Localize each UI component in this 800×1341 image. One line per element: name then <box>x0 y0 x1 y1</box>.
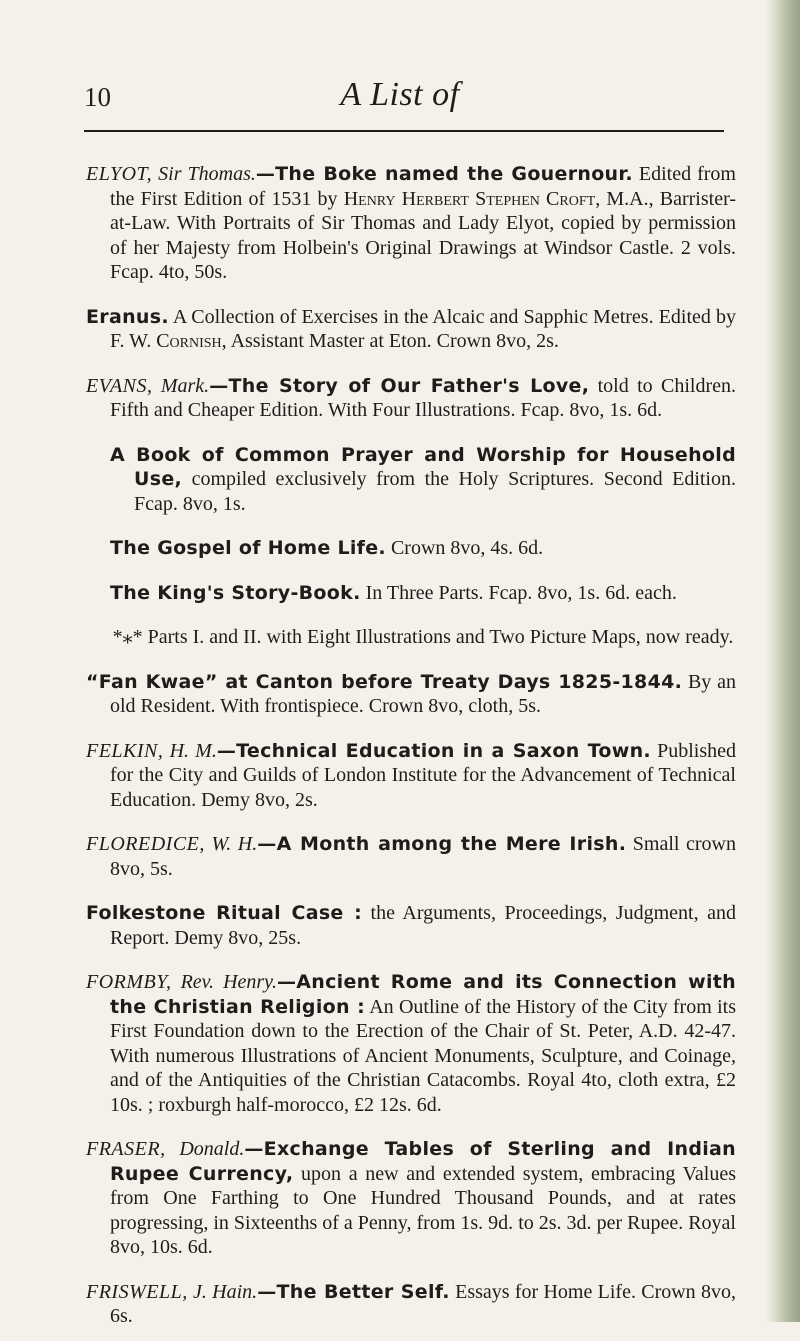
list-item: Eranus. A Collection of Exercises in the Alcaic and Sapphic Metres. Edited by F. W. Cornish, Assistant Master at Eton. Crown 8vo, 2s. <box>86 305 736 352</box>
running-head: A List of <box>340 76 460 113</box>
list-note: *⁎* Parts I. and II. with Eight Illustrations and Two Picture Maps, now ready. <box>112 626 734 648</box>
list-item: ELYOT, Sir Thomas.—The Boke named the Gouernour. Edited from the First Edition of 1531 by Henry Herbert Stephen Croft, M.A., Barrister-at-Law. With Portraits of Sir Thomas and Lady Elyot, copied by permission of her Majesty from Holbein's Original Drawings at Windsor Castle. 2 vols. Fcap. 4to, 50s. <box>86 163 736 283</box>
list-item: The King's Story-Book. In Three Parts. Fcap. 8vo, 1s. 6d. each. <box>110 581 677 604</box>
list-item: Folkestone Ritual Case : the Arguments, Proceedings, Judgment, and Report. Demy 8vo, 25s. <box>86 902 737 949</box>
list-item: FRISWELL, J. Hain.—The Better Self. Essays for Home Life. Crown 8vo, 6s. <box>86 1280 736 1327</box>
list-item: FLOREDICE, W. H.—A Month among the Mere Irish. Small crown 8vo, 5s. <box>86 833 736 880</box>
list-item: “Fan Kwae” at Canton before Treaty Days 1825-1844. By an old Resident. With frontispiece. Crown 8vo, cloth, 5s. <box>86 670 736 717</box>
list-item: FELKIN, H. M.—Technical Education in a Saxon Town. Published for the City and Guilds of London Institute for the Advancement of Technical Education. Demy 8vo, 2s. <box>86 739 736 811</box>
list-item: EVANS, Mark.—The Story of Our Father's Love, told to Children. Fifth and Cheaper Edition. With Four Illustrations. Fcap. 8vo, 1s. 6d. <box>86 374 736 421</box>
list-item: FRASER, Donald.—Exchange Tables of Sterling and Indian Rupee Currency, upon a new and extended system, embracing Values from One Farthing to One Hundred Thousand Pounds, and at rates progressing, in Sixteenths of a Penny, from 1s. 9d. to 2s. 3d. per Rupee. Royal 8vo, 10s. 6d. <box>86 1138 737 1258</box>
page-edge-shadow <box>766 0 800 1322</box>
page-number: 10 <box>84 82 111 112</box>
header-rule <box>84 130 724 132</box>
list-item: FORMBY, Rev. Henry.—Ancient Rome and its Connection with the Christian Religion : An Outline of the History of the City from its First Foundation down to the Erection of the Chair of St. Peter, A.D. 42-47. With numerous Illustrations of Ancient Monuments, Sculpture, and Coinage, and of the Antiquities of the Christian Catacombs. Royal 4to, cloth extra, £2 10s. ; roxburgh half-morocco, £2 12s. 6d. <box>86 971 736 1116</box>
catalogue-entries <box>86 142 736 1341</box>
list-item: A Book of Common Prayer and Worship for Household Use, compiled exclusively from the Holy Scriptures. Second Edition. Fcap. 8vo, 1s. <box>110 443 736 515</box>
list-item: The Gospel of Home Life. Crown 8vo, 4s. 6d. <box>110 537 544 559</box>
